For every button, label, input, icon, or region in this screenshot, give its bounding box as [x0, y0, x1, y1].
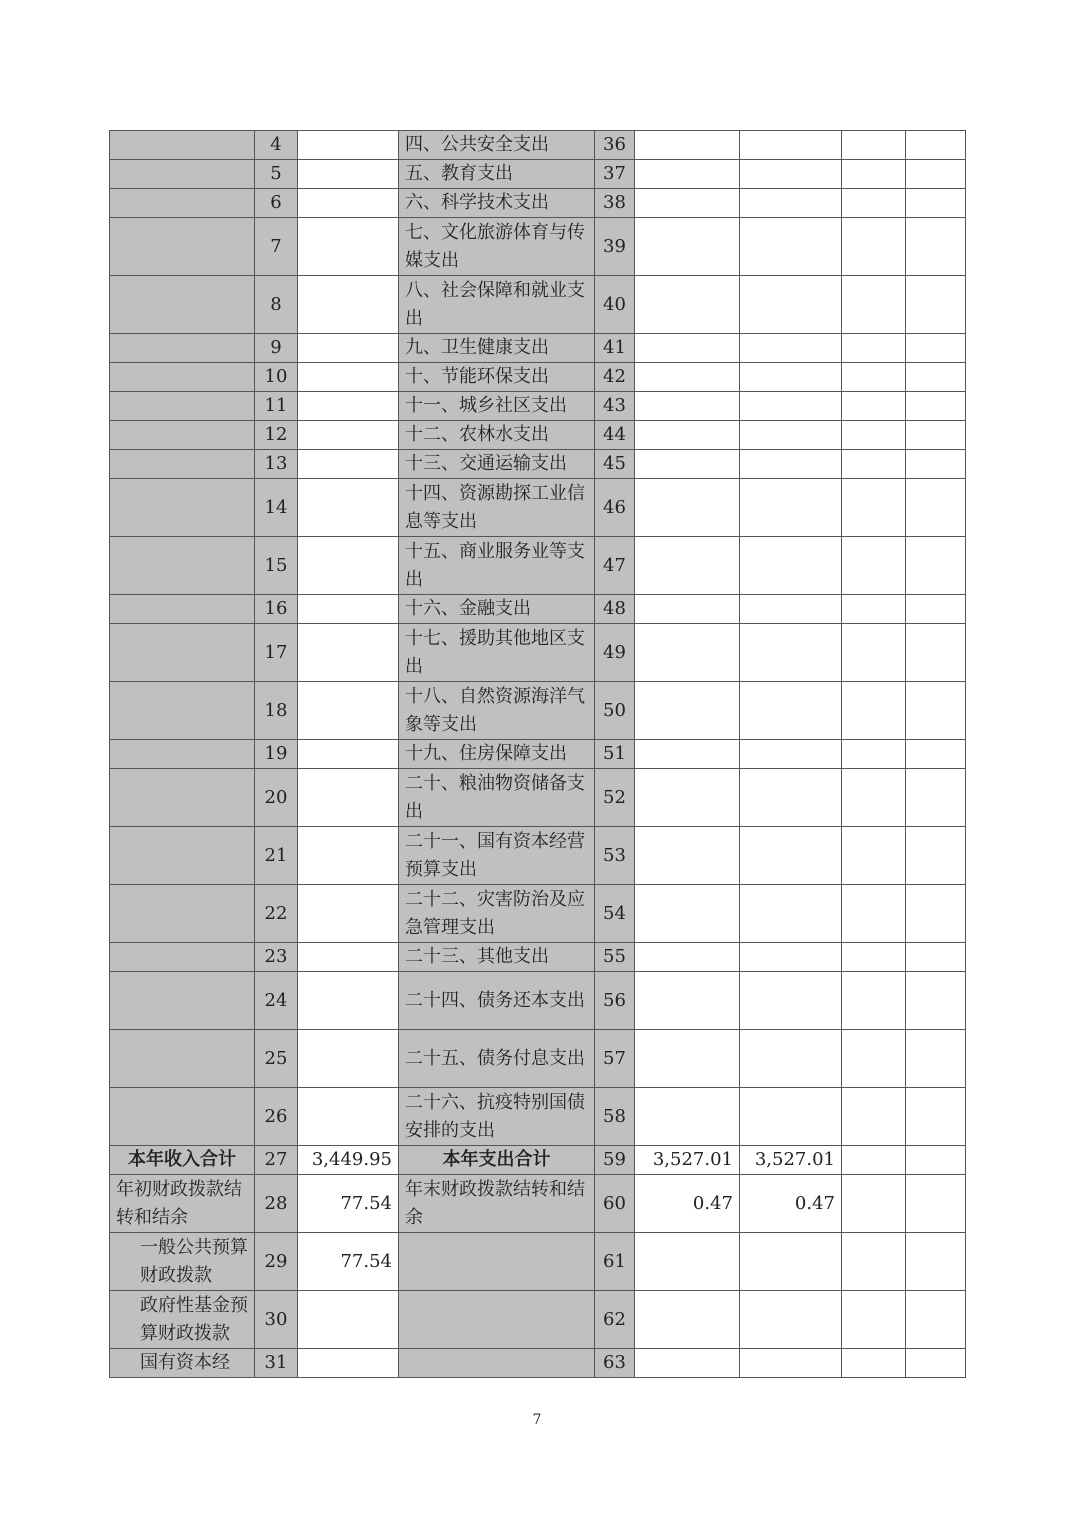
income-amount-cell — [298, 1291, 399, 1349]
budget-table — [109, 130, 966, 1378]
income-amount-cell — [298, 595, 399, 624]
table-row — [110, 189, 966, 218]
expense-state-capital-cell — [906, 160, 966, 189]
expense-state-capital-cell — [906, 1349, 966, 1378]
income-amount-cell — [298, 769, 399, 827]
expense-fund-budget-cell — [842, 682, 906, 740]
expense-fund-budget-cell — [842, 479, 906, 537]
income-item-cell — [110, 1088, 255, 1146]
expense-state-capital-cell — [906, 682, 966, 740]
expense-general-budget-cell — [740, 363, 842, 392]
expense-general-budget-cell — [740, 218, 842, 276]
table-row — [110, 421, 966, 450]
expense-state-capital-cell — [906, 189, 966, 218]
income-item-cell — [110, 885, 255, 943]
expense-line-number-cell: 55 — [595, 943, 635, 972]
expense-state-capital-cell — [906, 537, 966, 595]
expense-general-budget-cell: 0.47 — [740, 1175, 842, 1233]
income-item-cell — [110, 276, 255, 334]
expense-fund-budget-cell — [842, 972, 906, 1030]
expense-fund-budget-cell — [842, 1233, 906, 1291]
expense-general-budget-cell — [740, 421, 842, 450]
expense-fund-budget-cell — [842, 885, 906, 943]
expense-item-cell: 六、科学技术支出 — [399, 189, 595, 218]
expense-fund-budget-cell — [842, 624, 906, 682]
expense-line-number-cell: 53 — [595, 827, 635, 885]
income-line-number-cell: 14 — [255, 479, 298, 537]
expense-state-capital-cell — [906, 276, 966, 334]
expense-item-cell: 二十、粮油物资储备支出 — [399, 769, 595, 827]
expense-fund-budget-cell — [842, 827, 906, 885]
expense-total-cell — [635, 276, 740, 334]
expense-fund-budget-cell — [842, 740, 906, 769]
expense-general-budget-cell — [740, 943, 842, 972]
income-amount-cell — [298, 189, 399, 218]
income-amount-cell — [298, 421, 399, 450]
expense-item-cell: 二十一、国有资本经营预算支出 — [399, 827, 595, 885]
expense-state-capital-cell — [906, 943, 966, 972]
expense-item-cell: 十三、交通运输支出 — [399, 450, 595, 479]
table-row — [110, 1175, 966, 1233]
expense-fund-budget-cell — [842, 131, 906, 160]
table-row — [110, 595, 966, 624]
expense-fund-budget-cell — [842, 1088, 906, 1146]
table-row — [110, 1291, 966, 1349]
expense-line-number-cell: 38 — [595, 189, 635, 218]
income-amount-cell — [298, 740, 399, 769]
expense-fund-budget-cell — [842, 392, 906, 421]
income-line-number-cell: 7 — [255, 218, 298, 276]
income-item-cell — [110, 392, 255, 421]
expense-general-budget-cell: 3,527.01 — [740, 1146, 842, 1175]
expense-state-capital-cell — [906, 392, 966, 421]
expense-item-cell: 二十五、债务付息支出 — [399, 1030, 595, 1088]
income-item-cell — [110, 218, 255, 276]
income-item-cell: 本年收入合计 — [110, 1146, 255, 1175]
table-body — [110, 131, 966, 1378]
income-item-cell — [110, 131, 255, 160]
expense-general-budget-cell — [740, 276, 842, 334]
table-row — [110, 334, 966, 363]
expense-item-cell: 十九、住房保障支出 — [399, 740, 595, 769]
expense-total-cell — [635, 943, 740, 972]
expense-state-capital-cell — [906, 363, 966, 392]
income-item-cell: 年初财政拨款结转和结余 — [110, 1175, 255, 1233]
expense-total-cell — [635, 131, 740, 160]
expense-item-cell: 十七、援助其他地区支出 — [399, 624, 595, 682]
table-row — [110, 160, 966, 189]
income-amount-cell — [298, 1349, 399, 1378]
income-line-number-cell: 15 — [255, 537, 298, 595]
income-item-cell: 政府性基金预算财政拨款 — [110, 1291, 255, 1349]
expense-state-capital-cell — [906, 595, 966, 624]
income-item-cell — [110, 479, 255, 537]
expense-total-cell — [635, 827, 740, 885]
expense-line-number-cell: 46 — [595, 479, 635, 537]
expense-state-capital-cell — [906, 1146, 966, 1175]
expense-total-cell — [635, 1349, 740, 1378]
expense-general-budget-cell — [740, 1088, 842, 1146]
income-line-number-cell: 8 — [255, 276, 298, 334]
expense-item-cell: 十五、商业服务业等支出 — [399, 537, 595, 595]
income-line-number-cell: 19 — [255, 740, 298, 769]
table-row — [110, 943, 966, 972]
expense-total-cell — [635, 769, 740, 827]
expense-item-cell: 十四、资源勘探工业信息等支出 — [399, 479, 595, 537]
expense-fund-budget-cell — [842, 537, 906, 595]
expense-state-capital-cell — [906, 827, 966, 885]
income-item-cell — [110, 160, 255, 189]
expense-line-number-cell: 48 — [595, 595, 635, 624]
expense-general-budget-cell — [740, 1030, 842, 1088]
table-row — [110, 363, 966, 392]
income-line-number-cell: 28 — [255, 1175, 298, 1233]
income-line-number-cell: 24 — [255, 972, 298, 1030]
income-item-cell — [110, 682, 255, 740]
table-row — [110, 885, 966, 943]
income-line-number-cell: 20 — [255, 769, 298, 827]
expense-line-number-cell: 42 — [595, 363, 635, 392]
expense-total-cell — [635, 972, 740, 1030]
income-item-cell — [110, 595, 255, 624]
expense-total-cell: 0.47 — [635, 1175, 740, 1233]
expense-fund-budget-cell — [842, 1349, 906, 1378]
expense-total-cell: 3,527.01 — [635, 1146, 740, 1175]
income-line-number-cell: 23 — [255, 943, 298, 972]
expense-state-capital-cell — [906, 769, 966, 827]
table-row — [110, 392, 966, 421]
expense-total-cell — [635, 682, 740, 740]
expense-fund-budget-cell — [842, 595, 906, 624]
income-line-number-cell: 6 — [255, 189, 298, 218]
expense-total-cell — [635, 1233, 740, 1291]
expense-fund-budget-cell — [842, 276, 906, 334]
expense-general-budget-cell — [740, 885, 842, 943]
expense-general-budget-cell — [740, 972, 842, 1030]
expense-line-number-cell: 47 — [595, 537, 635, 595]
expense-state-capital-cell — [906, 1030, 966, 1088]
income-item-cell — [110, 740, 255, 769]
expense-general-budget-cell — [740, 189, 842, 218]
page-number: 7 — [532, 1412, 542, 1428]
expense-line-number-cell: 45 — [595, 450, 635, 479]
table-row — [110, 450, 966, 479]
income-line-number-cell: 13 — [255, 450, 298, 479]
expense-line-number-cell: 52 — [595, 769, 635, 827]
expense-total-cell — [635, 1088, 740, 1146]
expense-state-capital-cell — [906, 1088, 966, 1146]
expense-item-cell: 四、公共安全支出 — [399, 131, 595, 160]
income-amount-cell — [298, 885, 399, 943]
income-item-cell — [110, 972, 255, 1030]
expense-general-budget-cell — [740, 682, 842, 740]
expense-item-cell: 年末财政拨款结转和结余 — [399, 1175, 595, 1233]
expense-total-cell — [635, 450, 740, 479]
expense-item-cell: 二十三、其他支出 — [399, 943, 595, 972]
income-amount-cell — [298, 450, 399, 479]
expense-line-number-cell: 43 — [595, 392, 635, 421]
expense-item-cell: 二十二、灾害防治及应急管理支出 — [399, 885, 595, 943]
income-item-cell — [110, 450, 255, 479]
income-item-cell: 一般公共预算财政拨款 — [110, 1233, 255, 1291]
income-line-number-cell: 25 — [255, 1030, 298, 1088]
income-line-number-cell: 26 — [255, 1088, 298, 1146]
expense-line-number-cell: 39 — [595, 218, 635, 276]
expense-line-number-cell: 59 — [595, 1146, 635, 1175]
expense-item-cell — [399, 1291, 595, 1349]
expense-state-capital-cell — [906, 334, 966, 363]
expense-total-cell — [635, 160, 740, 189]
expense-fund-budget-cell — [842, 218, 906, 276]
income-item-cell — [110, 189, 255, 218]
expense-fund-budget-cell — [842, 334, 906, 363]
income-amount-cell: 77.54 — [298, 1175, 399, 1233]
expense-general-budget-cell — [740, 624, 842, 682]
expense-line-number-cell: 51 — [595, 740, 635, 769]
income-line-number-cell: 21 — [255, 827, 298, 885]
expense-state-capital-cell — [906, 1291, 966, 1349]
expense-fund-budget-cell — [842, 421, 906, 450]
income-line-number-cell: 9 — [255, 334, 298, 363]
income-amount-cell — [298, 479, 399, 537]
expense-fund-budget-cell — [842, 363, 906, 392]
expense-state-capital-cell — [906, 740, 966, 769]
table-row — [110, 131, 966, 160]
income-line-number-cell: 22 — [255, 885, 298, 943]
expense-state-capital-cell — [906, 972, 966, 1030]
expense-item-cell: 二十六、抗疫特别国债安排的支出 — [399, 1088, 595, 1146]
expense-line-number-cell: 40 — [595, 276, 635, 334]
expense-general-budget-cell — [740, 450, 842, 479]
income-amount-cell — [298, 392, 399, 421]
income-item-cell — [110, 769, 255, 827]
expense-item-cell: 十六、金融支出 — [399, 595, 595, 624]
expense-line-number-cell: 61 — [595, 1233, 635, 1291]
expense-fund-budget-cell — [842, 943, 906, 972]
income-amount-cell — [298, 131, 399, 160]
expense-general-budget-cell — [740, 769, 842, 827]
expense-general-budget-cell — [740, 1349, 842, 1378]
income-line-number-cell: 18 — [255, 682, 298, 740]
expense-line-number-cell: 58 — [595, 1088, 635, 1146]
table-row — [110, 624, 966, 682]
income-line-number-cell: 27 — [255, 1146, 298, 1175]
expense-fund-budget-cell — [842, 189, 906, 218]
income-line-number-cell: 31 — [255, 1349, 298, 1378]
expense-general-budget-cell — [740, 160, 842, 189]
expense-item-cell: 七、文化旅游体育与传媒支出 — [399, 218, 595, 276]
expense-general-budget-cell — [740, 131, 842, 160]
income-item-cell — [110, 363, 255, 392]
expense-item-cell: 十八、自然资源海洋气象等支出 — [399, 682, 595, 740]
expense-state-capital-cell — [906, 421, 966, 450]
expense-state-capital-cell — [906, 885, 966, 943]
expense-state-capital-cell — [906, 479, 966, 537]
expense-item-cell — [399, 1233, 595, 1291]
expense-total-cell — [635, 479, 740, 537]
income-amount-cell — [298, 334, 399, 363]
expense-total-cell — [635, 189, 740, 218]
expense-line-number-cell: 37 — [595, 160, 635, 189]
expense-item-cell: 本年支出合计 — [399, 1146, 595, 1175]
expense-state-capital-cell — [906, 218, 966, 276]
expense-general-budget-cell — [740, 334, 842, 363]
income-line-number-cell: 4 — [255, 131, 298, 160]
income-amount-cell — [298, 827, 399, 885]
expense-item-cell: 二十四、债务还本支出 — [399, 972, 595, 1030]
expense-general-budget-cell — [740, 537, 842, 595]
income-item-cell — [110, 943, 255, 972]
table-row — [110, 740, 966, 769]
expense-line-number-cell: 62 — [595, 1291, 635, 1349]
income-amount-cell — [298, 1088, 399, 1146]
expense-item-cell: 十、节能环保支出 — [399, 363, 595, 392]
table-row — [110, 276, 966, 334]
expense-total-cell — [635, 392, 740, 421]
expense-general-budget-cell — [740, 1233, 842, 1291]
table-row — [110, 218, 966, 276]
expense-line-number-cell: 44 — [595, 421, 635, 450]
expense-state-capital-cell — [906, 624, 966, 682]
income-amount-cell — [298, 1030, 399, 1088]
expense-item-cell: 九、卫生健康支出 — [399, 334, 595, 363]
income-item-cell — [110, 827, 255, 885]
expense-state-capital-cell — [906, 1175, 966, 1233]
table-row — [110, 972, 966, 1030]
income-amount-cell — [298, 624, 399, 682]
expense-general-budget-cell — [740, 595, 842, 624]
table-row — [110, 682, 966, 740]
expense-fund-budget-cell — [842, 1175, 906, 1233]
income-line-number-cell: 12 — [255, 421, 298, 450]
expense-general-budget-cell — [740, 740, 842, 769]
expense-total-cell — [635, 537, 740, 595]
table-row — [110, 537, 966, 595]
table-row — [110, 1146, 966, 1175]
expense-line-number-cell: 49 — [595, 624, 635, 682]
table-row — [110, 1088, 966, 1146]
expense-fund-budget-cell — [842, 1146, 906, 1175]
expense-total-cell — [635, 740, 740, 769]
income-line-number-cell: 16 — [255, 595, 298, 624]
expense-state-capital-cell — [906, 1233, 966, 1291]
expense-general-budget-cell — [740, 1291, 842, 1349]
table-row — [110, 479, 966, 537]
income-item-cell — [110, 537, 255, 595]
income-item-cell — [110, 624, 255, 682]
income-amount-cell: 3,449.95 — [298, 1146, 399, 1175]
income-line-number-cell: 30 — [255, 1291, 298, 1349]
expense-line-number-cell: 57 — [595, 1030, 635, 1088]
expense-line-number-cell: 54 — [595, 885, 635, 943]
expense-fund-budget-cell — [842, 160, 906, 189]
table-row — [110, 769, 966, 827]
income-item-cell — [110, 421, 255, 450]
income-item-cell: 国有资本经 — [110, 1349, 255, 1378]
table-row — [110, 1349, 966, 1378]
expense-line-number-cell: 63 — [595, 1349, 635, 1378]
income-amount-cell — [298, 276, 399, 334]
expense-general-budget-cell — [740, 827, 842, 885]
expense-total-cell — [635, 595, 740, 624]
income-amount-cell — [298, 218, 399, 276]
expense-item-cell: 五、教育支出 — [399, 160, 595, 189]
table-row — [110, 1030, 966, 1088]
income-item-cell — [110, 1030, 255, 1088]
income-line-number-cell: 10 — [255, 363, 298, 392]
expense-line-number-cell: 36 — [595, 131, 635, 160]
income-line-number-cell: 17 — [255, 624, 298, 682]
income-item-cell — [110, 334, 255, 363]
income-line-number-cell: 5 — [255, 160, 298, 189]
income-amount-cell — [298, 537, 399, 595]
expense-general-budget-cell — [740, 479, 842, 537]
expense-total-cell — [635, 1030, 740, 1088]
expense-total-cell — [635, 334, 740, 363]
expense-item-cell — [399, 1349, 595, 1378]
expense-total-cell — [635, 363, 740, 392]
table-row — [110, 1233, 966, 1291]
income-amount-cell — [298, 943, 399, 972]
income-amount-cell — [298, 160, 399, 189]
expense-item-cell: 八、社会保障和就业支出 — [399, 276, 595, 334]
expense-fund-budget-cell — [842, 769, 906, 827]
expense-line-number-cell: 56 — [595, 972, 635, 1030]
expense-fund-budget-cell — [842, 1291, 906, 1349]
income-line-number-cell: 29 — [255, 1233, 298, 1291]
expense-total-cell — [635, 624, 740, 682]
expense-line-number-cell: 41 — [595, 334, 635, 363]
expense-total-cell — [635, 218, 740, 276]
expense-item-cell: 十一、城乡社区支出 — [399, 392, 595, 421]
income-line-number-cell: 11 — [255, 392, 298, 421]
expense-state-capital-cell — [906, 450, 966, 479]
table-row — [110, 827, 966, 885]
income-amount-cell — [298, 682, 399, 740]
expense-total-cell — [635, 1291, 740, 1349]
expense-state-capital-cell — [906, 131, 966, 160]
expense-total-cell — [635, 885, 740, 943]
expense-fund-budget-cell — [842, 450, 906, 479]
expense-general-budget-cell — [740, 392, 842, 421]
income-amount-cell — [298, 972, 399, 1030]
income-amount-cell — [298, 363, 399, 392]
expense-line-number-cell: 50 — [595, 682, 635, 740]
expense-total-cell — [635, 421, 740, 450]
expense-item-cell: 十二、农林水支出 — [399, 421, 595, 450]
expense-fund-budget-cell — [842, 1030, 906, 1088]
expense-line-number-cell: 60 — [595, 1175, 635, 1233]
income-amount-cell: 77.54 — [298, 1233, 399, 1291]
